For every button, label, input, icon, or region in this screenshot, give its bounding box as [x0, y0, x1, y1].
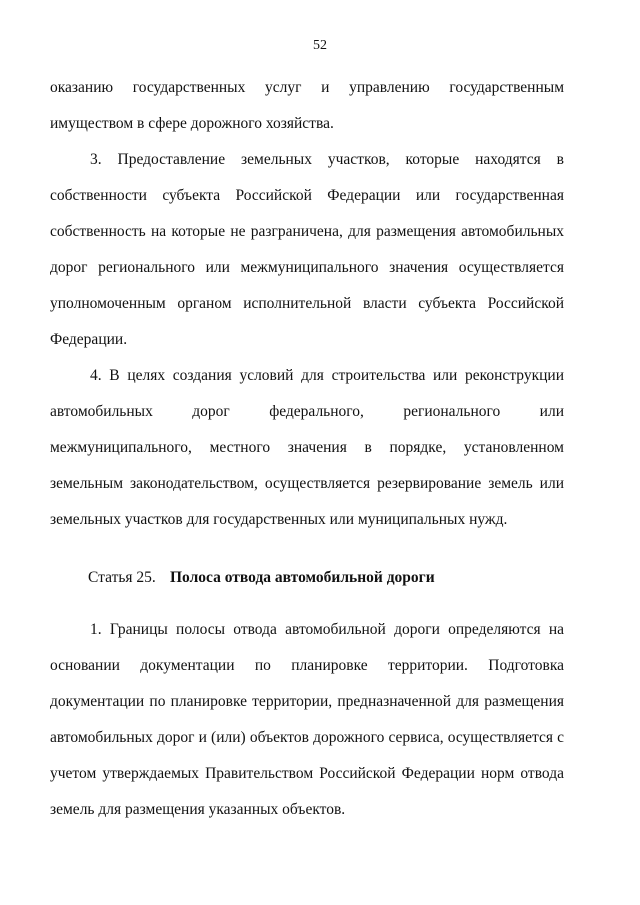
paragraph-3: 3. Предоставление земельных участков, которые находятся в собственности субъекта Российской Федерации или государственная собственность на которые не разграничена, для размещения автомобильных дорог регионального или межмуниципального значения осуществляется уполномоченным органом исполнительной власти субъекта Российской Федерации.: [50, 151, 564, 348]
paragraph-4: 4. В целях создания условий для строительства или реконструкции автомобильных дорог федерального, регионального или межмуниципального, местного значения в порядке, установленном земельным законодательством, осуществляется резервирование земель или земельных участков для государственных или муниципальных нужд.: [50, 367, 564, 528]
page-number: 52: [313, 38, 327, 53]
article-heading: [88, 566, 435, 590]
article-25-paragraph-1: 1. Границы полосы отвода автомобильной дороги определяются на основании документации по планировке территории. Подготовка документации по планировке территории, предназначенной для размещения автомобильных дорог и (или) объектов дорожного сервиса, осуществляется с учетом утверждаемых Правительством Российской Федерации норм отвода земель для размещения указанных объектов.: [50, 621, 564, 818]
paragraph-continuation: оказанию государственных услуг и управлению государственным имуществом в сфере дорожного хозяйства.: [50, 79, 564, 132]
article-number: Статья 25.: [88, 569, 156, 586]
article-title: Полоса отвода автомобильной дороги: [170, 569, 435, 586]
